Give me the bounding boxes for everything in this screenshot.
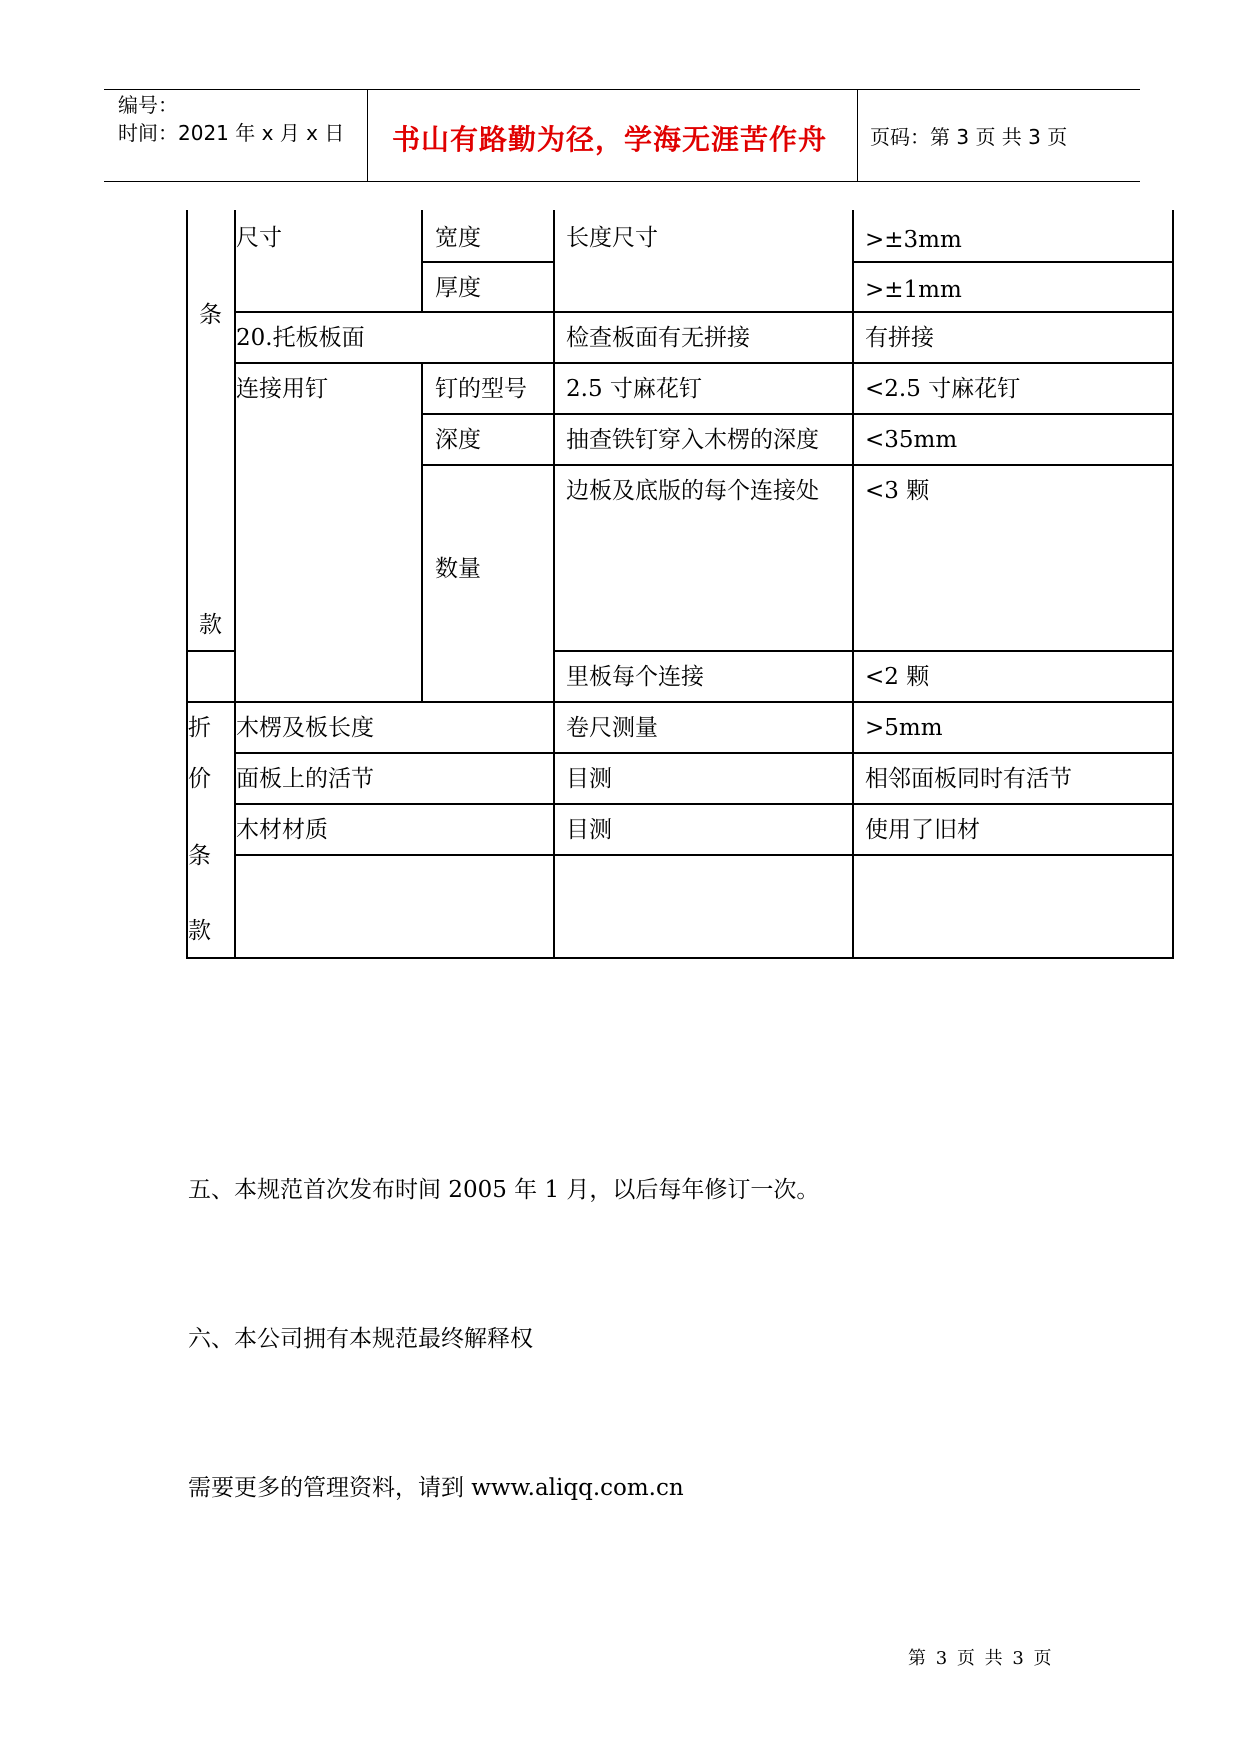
paragraph-interpretation: 六、本公司拥有本规范最终解释权 <box>188 1326 533 1352</box>
row-line-a2 <box>852 261 1174 263</box>
page-number-label: 页码：第 3 页 共 3 页 <box>870 125 1068 149</box>
page-footer: 第 3 页 共 3 页 <box>908 1648 1054 1669</box>
col-line-4 <box>852 210 854 959</box>
header-divider-left <box>367 89 368 182</box>
limit-discount: 使用了旧材 <box>865 817 980 843</box>
table-border-bottom <box>186 957 1174 959</box>
method-pallet-surface: 检查板面有无拼接 <box>566 325 750 351</box>
method-nail-type: 2.5 寸麻花钉 <box>566 376 702 402</box>
method-discount: 目测 <box>566 766 612 792</box>
section-label-char: 条 <box>188 843 211 869</box>
limit-width: >±3mm <box>865 227 962 253</box>
col-line-3 <box>553 210 555 959</box>
limit-discount: 相邻面板同时有活节 <box>865 766 1072 792</box>
method-nail-depth: 抽查铁钉穿入木楞的深度 <box>566 427 819 453</box>
item-pallet-surface: 20.托板板面 <box>236 325 365 351</box>
item-discount: 木材材质 <box>236 817 328 843</box>
subitem-width: 宽度 <box>435 225 481 251</box>
header-bottom-rule <box>104 181 1140 182</box>
item-discount: 面板上的活节 <box>236 766 374 792</box>
subitem-thickness: 厚度 <box>435 275 481 301</box>
row-line-a <box>421 261 555 263</box>
row-line-j <box>234 854 1174 856</box>
limit-nail-depth: <35mm <box>865 427 958 453</box>
section-label-char: 款 <box>199 612 222 638</box>
section-label-char: 款 <box>188 918 211 944</box>
header-divider-right <box>857 89 858 182</box>
limit-discount: >5mm <box>865 715 943 741</box>
row-line-f <box>553 650 1174 652</box>
paragraph-release-date: 五、本规范首次发布时间 2005 年 1 月，以后每年修订一次。 <box>188 1177 820 1203</box>
method-nail-qty-inner: 里板每个连接 <box>566 664 704 690</box>
row-line-e <box>421 464 1174 466</box>
item-discount: 木楞及板长度 <box>236 715 374 741</box>
row-line-g <box>186 701 1174 703</box>
limit-nail-type: <2.5 寸麻花钉 <box>865 376 1021 402</box>
method-nail-qty-edge: 边板及底版的每个连接处 <box>566 478 819 504</box>
header-top-rule <box>104 89 1140 90</box>
method-discount: 目测 <box>566 817 612 843</box>
subitem-nail-depth: 深度 <box>435 427 481 453</box>
limit-nail-qty-inner: <2 颗 <box>865 664 930 690</box>
row-line-b <box>234 311 1174 313</box>
table-border-right <box>1172 210 1174 959</box>
row-line-d <box>421 413 1174 415</box>
section-label-char: 价 <box>188 766 211 792</box>
paragraph-more-resources: 需要更多的管理资料，请到 www.aliqq.com.cn <box>188 1475 684 1501</box>
document-number-label: 编号： <box>118 93 178 117</box>
section-label-char: 折 <box>188 715 211 741</box>
subitem-nail-type: 钉的型号 <box>435 376 527 402</box>
method-length-size: 长度尺寸 <box>566 225 658 251</box>
col-line-1 <box>234 210 236 959</box>
row-line-h <box>234 752 1174 754</box>
section-label-char: 条 <box>199 302 222 328</box>
limit-nail-qty-edge: <3 颗 <box>865 478 930 504</box>
limit-thickness: >±1mm <box>865 277 962 303</box>
header-motto: 书山有路勤为径，学海无涯苦作舟 <box>392 123 828 156</box>
method-discount: 卷尺测量 <box>566 715 658 741</box>
item-size: 尺寸 <box>236 225 282 251</box>
item-nails: 连接用钉 <box>236 376 328 402</box>
subitem-nail-quantity: 数量 <box>435 556 481 582</box>
row-line-c <box>234 362 1174 364</box>
row-line-i <box>234 803 1174 805</box>
document-date-label: 时间：2021 年 x 月 x 日 <box>118 121 345 145</box>
limit-pallet-surface: 有拼接 <box>865 325 934 351</box>
row-line-f-left <box>186 650 236 652</box>
